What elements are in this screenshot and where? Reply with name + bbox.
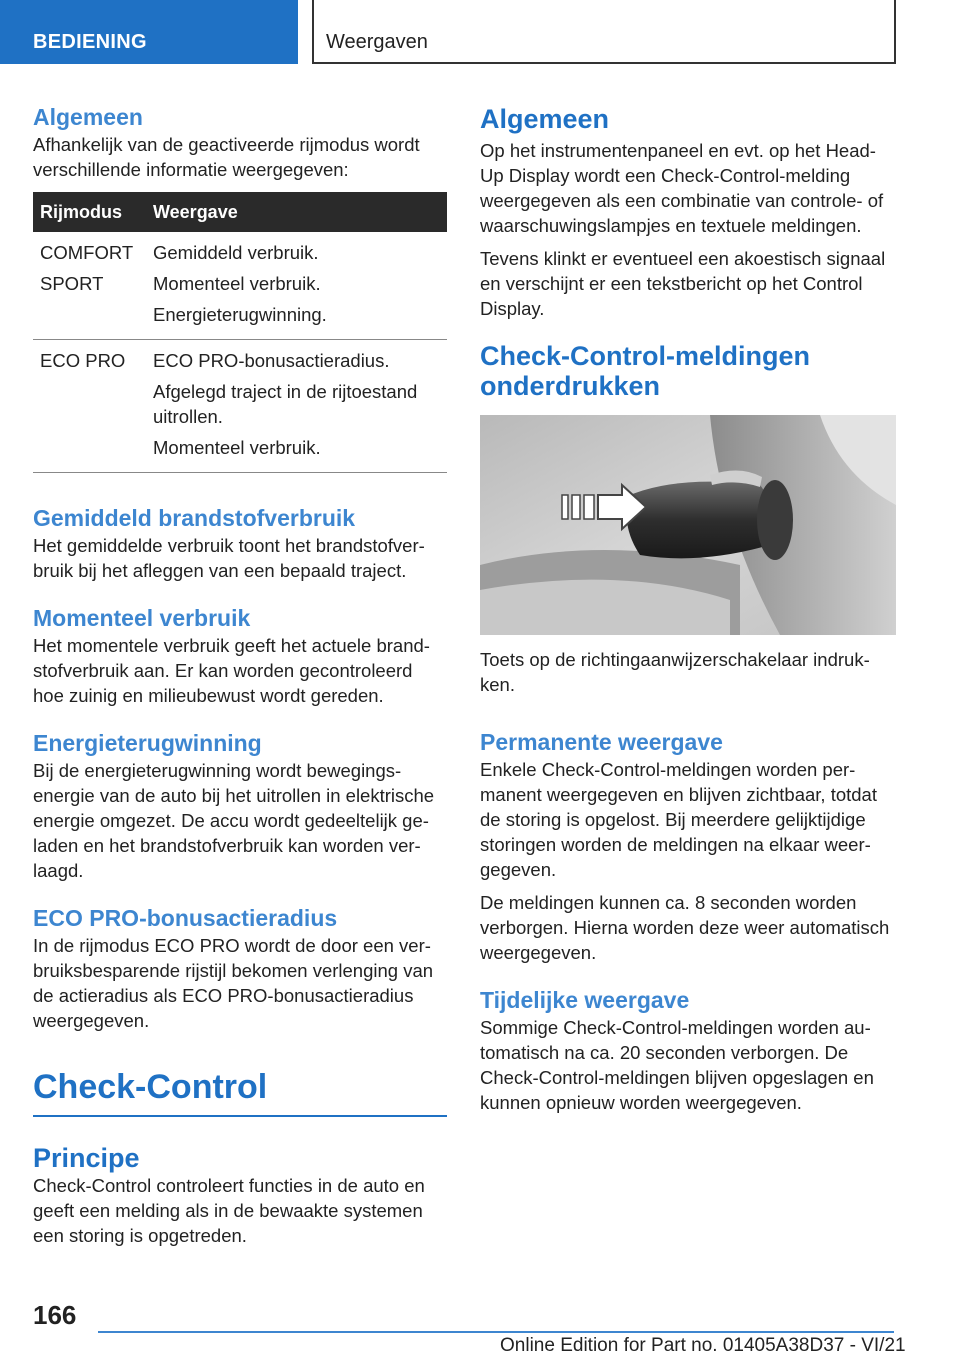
heading-principe: Principe [33,1143,140,1173]
gemiddeld-text: Het gemiddelde verbruik toont het brandstofverbruik bij het afleggen van een bepaald traject. [33,535,425,581]
heading-onderdrukken: Check-Control-meldingen onderdrukken [480,341,811,401]
heading-permanent: Permanente weergave [480,729,723,755]
heading-momenteel: Momenteel verbruik [33,605,251,631]
momenteel-text: Het momentele verbruik geeft het actuele brandstofverbruik aan. Er kan worden gecontroleerd hoe zuinig en milieubewust wordt gereden. [33,635,430,706]
page-number: 166 [33,1300,77,1330]
tijdelijk-text: Sommige Check-Control-meldingen worden automatisch na ca. 20 seconden verborgen. De Check-Control-meldingen blijven opgeslagen en kunnen opnieuw worden weergegeven. [480,1017,874,1113]
table-header-weergave: Weergave [146,192,447,232]
permanent-text1: Enkele Check-Control-meldingen worden permanent weergegeven en blijven zichtbaar, totdat de storing is opgelost. Bij meerdere gelijktijdige storingen worden de meldingen na elkaar weergegeven. [480,759,877,880]
heading-gemiddeld: Gemiddeld brandstofverbruik [33,505,356,531]
table-row [33,232,447,340]
display-item: Momenteel verbruik. [153,437,321,458]
mode-sport: SPORT [40,273,104,294]
mode-comfort: COMFORT [40,242,134,263]
chapter-tab [312,0,896,64]
footer-rule [98,1331,894,1333]
eco-pro-text: In de rijmodus ECO PRO wordt de door een verbruiksbesparende rijstijl bekomen verlenging van de actieradius als ECO PRO-bonusactieradius weergegeven. [33,935,434,1031]
heading-tijdelijk: Tijdelijke weergave [480,987,690,1013]
mode-eco-pro: ECO PRO [40,350,126,371]
left-column [33,100,447,1248]
table-row [33,340,447,473]
display-item: Gemiddeld verbruik. [153,242,319,263]
display-item: ECO PRO-bonusactieradius. [153,350,390,371]
algemeen-text: Afhankelijk van de geactiveerde rijmodus wordt verschillende informatie weergegeven: [33,134,420,180]
heading-eco-pro: ECO PRO-bonusactieradius [33,905,338,931]
heading-energie: Energieterugwinning [33,730,262,756]
photo-caption: Toets op de richtingaanwijzerschakelaar indrukken. [480,649,870,695]
right-column [480,100,896,1115]
algemeen-right-text2: Tevens klinkt er eventueel een akoestisch signaal en verschijnt er een tekstbericht op het Control Display. [480,248,886,319]
edition-note: Online Edition for Part no. 01405A38D37 - VI/21 [500,1335,906,1356]
chapter-title: Weergaven [326,31,428,53]
driving-mode-table [33,192,447,473]
principe-text: Check-Control controleert functies in de auto en geeft een melding als in de bewaakte systemen een storing is opgetreden. [33,1175,425,1246]
section-title: BEDIENING [33,31,147,53]
display-item: Energieterugwinning. [153,304,327,325]
algemeen-right-text1: Op het instrumentenpaneel en evt. op het Head-Up Display wordt een Check-Control-melding weergegeven als een combinatie van controle- of waarschuwingslampjes en textuele meldingen. [480,140,884,236]
display-item: Afgelegd traject in de rijtoestand uitrollen. [153,381,418,427]
turn-signal-stalk-photo [480,415,896,635]
permanent-text2: De meldingen kunnen ca. 8 seconden worden verborgen. Hierna worden deze weer automatisch weergegeven. [480,892,890,963]
table-header-rijmodus: Rijmodus [33,192,146,232]
energie-text: Bij de energieterugwinning wordt bewegingsenergie van de auto bij het uitrollen in elektrische energie omgezet. De accu wordt gedeeltelijk geladen en het brandstofverbruik kan worden verlaagd. [33,760,435,881]
heading-algemeen: Algemeen [33,104,143,130]
display-item: Momenteel verbruik. [153,273,321,294]
section-tab [0,0,298,64]
heading-check-control: Check-Control [33,1068,268,1106]
heading-algemeen-right: Algemeen [480,104,610,134]
